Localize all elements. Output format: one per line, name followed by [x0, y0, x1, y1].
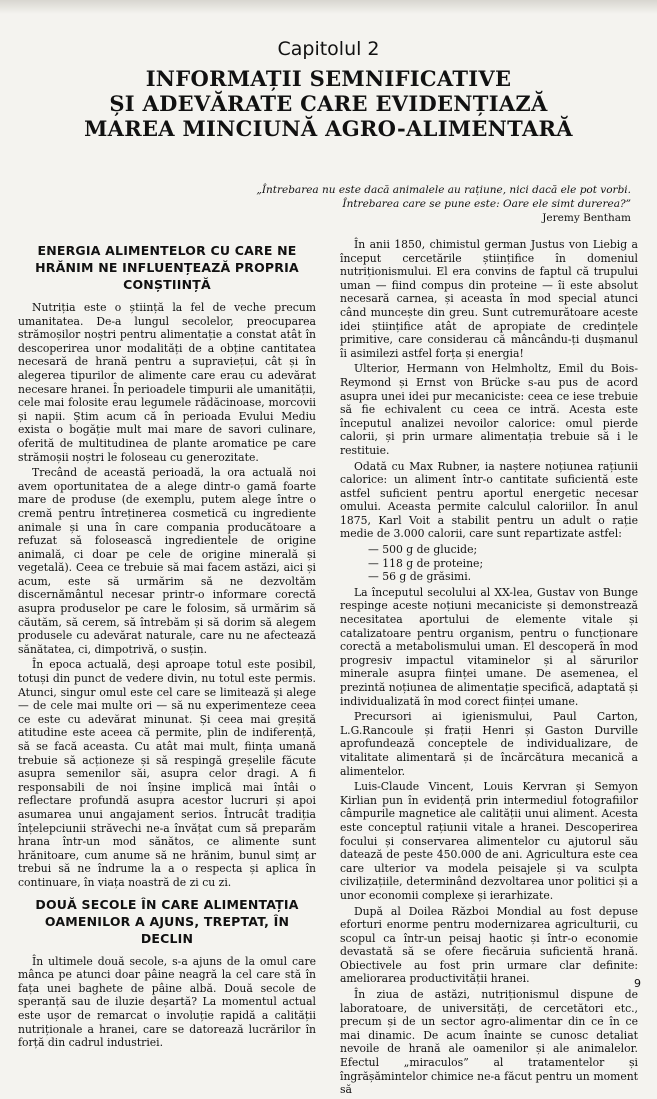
- paragraph: În epoca actuală, deși aproape totul este posibil, totuși din punct de vedere divin, nu totul este permis. Atunci, singur omul este cel care se limitează și alege — de cele mai multe ori — să nu experimenteze ceea ce este cu adevărat minunat. Și ceea mai greșită atitudine este aceea că permite, plin de indiferență, să se facă aceasta. Cu atât mai mult, ființa umană trebuie să acționeze și să respingă greșelile făcute asupra semenilor săi, asupra celor dragi. A fi responsabili de noi înșine implică mai întâi o reflectare profundă asupra acestor lucruri și apoi asumarea unui angajament serios. Întrucât tradiția înțelepciunii străvechi ne-a învățat cum să preparăm hrana într-un mod sănătos, ce alimente sunt hrănitoare, cum anume să ne hrănim, bunul simț ar trebui să ne îndrume la a o respecta și aplica în continuare, în viața noastră de zi cu zi.: [18, 658, 316, 889]
- title-line-3: MAREA MINCIUNĂ AGRO-ALIMENTARĂ: [84, 116, 573, 141]
- paragraph: După al Doilea Război Mondial au fost depuse eforturi enorme pentru modernizarea agriculturii, cu scopul ca într-un peisaj haotic și într-o economie devastată să se ofere fiecăruia suficientă hrană. Obiectivele au fost prin urmare clar definite: ameliorarea productivității hranei.: [340, 904, 638, 986]
- paragraph: Precursori ai igienismului, Paul Carton, L.G.Rancoule și frații Henri și Gaston Durville aprofundează conceptele de individualizare, de vitalitate alimentară și de încărcătura mecanică a alimentelor.: [340, 710, 638, 778]
- paragraph: În anii 1850, chimistul german Justus von Liebig a început cercetările științifice în domeniul nutriționismului. El era convins de faptul că trupului uman — fiind compus din proteine — îi este absolut necesară carnea, și aceasta în mod special atunci când muncește din greu. Sunt cutremurătoare aceste idei științifice atât de apropiate de credințele primitive, care considerau că mâncându-ți dușmanul îi asimilezi astfel forța și energia!: [340, 238, 638, 360]
- paragraph: În ziua de astăzi, nutriționismul dispune de laboratoare, de universități, de cercetători etc., precum și de un sector agro-alimentar din ce în ce mai dinamic. De acum înainte se cunosc detaliat nevoile de hrană ale oamenilor și ale animalelor. Efectul „miraculos” al tratamentelor și îngrășămintelor chimice ne-a făcut pentru un moment să: [340, 988, 638, 1097]
- title-line-2: ȘI ADEVĂRATE CARE EVIDENȚIAZĂ: [109, 91, 548, 116]
- epigraph-line-2: Întrebarea care se pune este: Oare ele simt durerea?”: [342, 198, 631, 210]
- section-heading-energy: ENERGIA ALIMENTELOR CU CARE NE HRĂNIM NE INFLUENȚEAZĂ PROPRIA CONȘTIINȚĂ: [35, 243, 299, 292]
- calorie-list: [368, 543, 638, 584]
- paragraph: Odată cu Max Rubner, ia naștere noțiunea rațiunii calorice: un aliment într-o cantitate suficientă este astfel suficient pentru aportul energetic necesar omului. Aceasta permite calculul caloriilor. În anul 1875, Karl Voit a stabilit pentru un adult o rație medie de 3.000 calorii, care sunt repartizate astfel:: [340, 459, 638, 541]
- page-number: 9: [634, 977, 641, 990]
- epigraph-line-1: „Întrebarea nu este dacă animalele au rațiune, nici dacă ele pot vorbi.: [256, 184, 631, 196]
- list-item: — 118 g de proteine;: [368, 556, 484, 570]
- epigraph-author: Jeremy Bentham: [542, 212, 631, 224]
- paragraph: La începutul secolului al XX-lea, Gustav von Bunge respinge aceste noțiuni mecaniciste și demonstrează necesitatea aportului de elemente vitale și catalizatoare pentru organism, pentru o funcționare corectă a metabolismului uman. El descoperă în mod progresiv impactul vitaminelor și al sărurilor minerale asupra ființei umane. De asemenea, el prezintă noțiunea de alimentație specifică, adaptată și individualizată în mod corect ființei umane.: [340, 585, 638, 708]
- title-line-1: INFORMAȚII SEMNIFICATIVE: [145, 66, 512, 91]
- section-heading-two-centuries: DOUĂ SECOLE ÎN CARE ALIMENTAȚIA OAMENILOR A AJUNS, TREPTAT, ÎN DECLIN: [35, 896, 299, 946]
- epigraph: [211, 183, 631, 225]
- chapter-label: Capitolul 2: [277, 38, 380, 60]
- paragraph: În ultimele două secole, s-a ajuns de la omul care mânca pe atunci doar pâine neagră la cel care stă în fața unei baghete de pâine albă. Două secole de speranță sau de iluzie deșartă? La momentul actual este ușor de remarcat o involuție rapidă a calității nutriționale a hranei, care se datorează lucrărilor în forță din cadrul industriei.: [18, 954, 316, 1050]
- list-item: — 500 g de glucide;: [368, 543, 478, 557]
- right-column: [340, 238, 638, 1099]
- list-item: — 56 g de grăsimi.: [368, 570, 472, 584]
- paragraph: Ulterior, Hermann von Helmholtz, Emil du Bois-Reymond și Ernst von Brücke s-au pus de acord asupra unei idei pur mecaniciste: ceea ce iese trebuie să fie echivalent cu ceea ce intră. Acesta este începutul analizei nevoilor calorice: omul pierde calorii, și prin urmare alimentația trebuie să i le restituie.: [340, 362, 638, 457]
- top-bleed: [0, 0, 657, 14]
- paragraph: Luis-Claude Vincent, Louis Kervran și Semyon Kirlian pun în evidență prin intermediul fotografiilor câmpurile magnetice ale calității unui aliment. Acesta este conceptul rațiunii vitale a hranei. Descoperirea focului și conservarea alimentelor cu ajutorul său datează de peste 450.000 de ani. Agricultura este cea care ulterior va modela peisajele și va sculpta civilizațiile, determinând dezvoltarea unor politici și a unor economii complexe și ierarhizate.: [340, 780, 638, 902]
- left-column: [18, 238, 316, 1052]
- chapter-title: [0, 66, 657, 141]
- paragraph: Trecând de această perioadă, la ora actuală noi avem oportunitatea de a alege dintr-o gamă foarte mare de produse (de exemplu, putem alege între o cremă pentru întreținerea cosmetică cu ingrediente animale și una în care compania producătoare a refuzat să folosească ingredientele de origine animală, ci doar pe cele de origine minerală și vegetală). Ceea ce trebuie să mai facem astăzi, aici și acum, este să urmărim să ne dezvoltăm discernământul necesar printr-o informare corectă asupra produselor pe care le folosim, să urmărim să căutăm, să cerem, să întrebăm și să dorim să alegem produsele cu adevărat naturale, care nu ne afectează sănătatea, ci, dimpotrivă, o susțin.: [18, 466, 316, 656]
- paragraph: Nutriția este o știință la fel de veche precum umanitatea. De-a lungul secolelor, preocuparea strămoșilor noștri pentru alimentație a constat atât în descoperirea unor modalități de a obține cantitatea necesară de hrană pentru a supraviețui, cât și în alegerea tipurilor de alimente care erau cu adevărat necesare hranei. În perioadele timpurii ale umanității, cele mai folosite erau legumele rădăcinoase, morcovii și napii. Știm acum că în perioada Evului Mediu exista o bogăție mult mai mare de savori culinare, oferită de multitudinea de plante aromatice pe care strămoșii noștri le foloseau cu generozitate.: [18, 301, 316, 464]
